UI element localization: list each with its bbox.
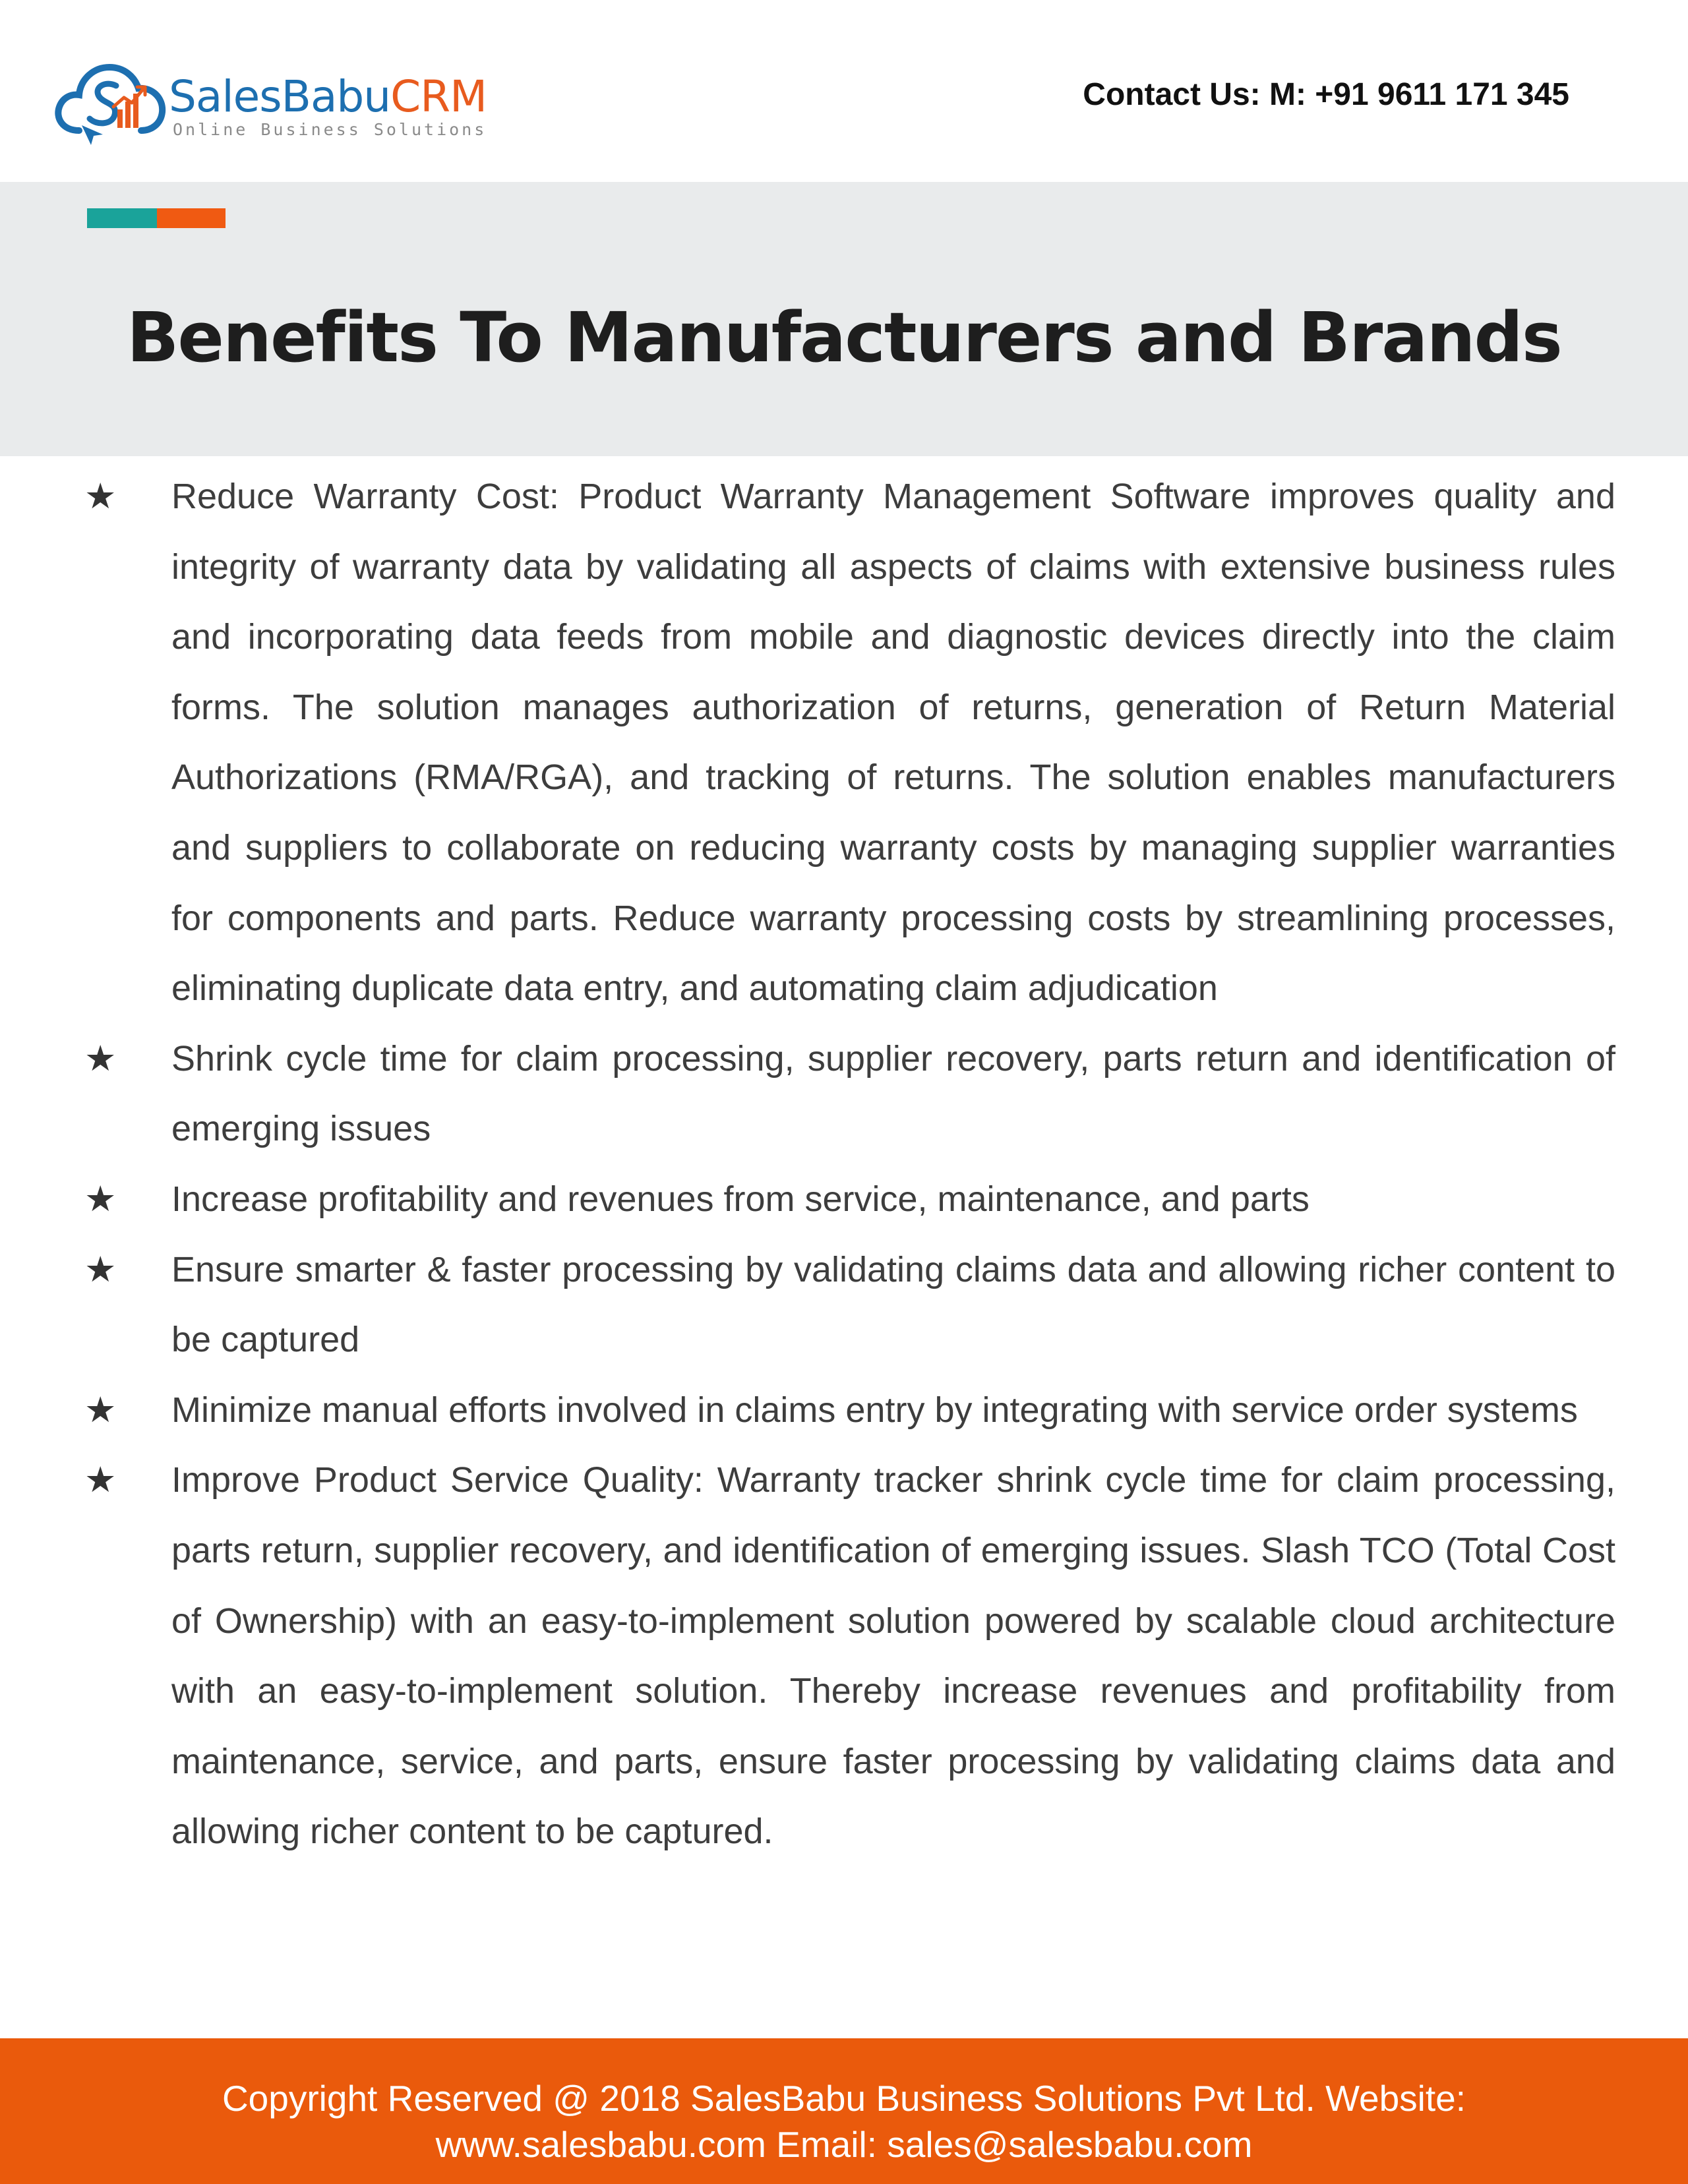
star-icon: ★ bbox=[84, 1248, 117, 1290]
star-icon: ★ bbox=[84, 1177, 117, 1220]
benefit-item-shrink-cycle-time bbox=[0, 1024, 1615, 1164]
contact-phone[interactable]: Contact Us: M: +91 9611 171 345 bbox=[1083, 77, 1569, 112]
benefit-text: Ensure smarter & faster processing by validating claims data and allowing richer content to be captured bbox=[171, 1249, 1615, 1360]
benefit-item-reduce-warranty-cost bbox=[0, 461, 1615, 1024]
star-icon: ★ bbox=[84, 475, 117, 517]
teal-accent-bar bbox=[87, 208, 157, 228]
cloud-chart-logo-icon bbox=[53, 57, 171, 149]
title-band bbox=[0, 182, 1688, 456]
benefit-text: Improve Product Service Quality: Warranty tracker shrink cycle time for claim processing, parts return, supplier recovery, and identification of emerging issues. Slash TCO (Total Cost of Ownership) with an easy-to-implement solution powered by scalable cloud architecture with an easy-to-implement solution. Thereby increase revenues and profitability from maintenance, service, and parts, ensure faster processing by validating claims data and allowing richer content to be captured. bbox=[171, 1460, 1615, 1852]
orange-accent-bar bbox=[157, 208, 226, 228]
footer-line-url-email[interactable]: www.salesbabu.com Email: sales@salesbabu.com bbox=[435, 2124, 1253, 2165]
logo-wordmark-salesbabu: SalesBabu bbox=[169, 71, 391, 122]
star-icon: ★ bbox=[84, 1388, 117, 1431]
logo-wordmark bbox=[169, 71, 487, 122]
footer-copyright bbox=[0, 2075, 1688, 2168]
star-icon: ★ bbox=[84, 1459, 117, 1501]
benefit-item-increase-profitability bbox=[0, 1164, 1615, 1235]
benefit-item-improve-service-quality bbox=[0, 1445, 1615, 1867]
logo-tagline: Online Business Solutions bbox=[173, 120, 487, 139]
benefits-list bbox=[0, 461, 1688, 1867]
logo-wordmark-crm: CRM bbox=[390, 71, 487, 122]
benefit-text: Reduce Warranty Cost: Product Warranty Management Software improves quality and integrity of warranty data by validating all aspects of claims with extensive business rules and incorporating data feeds from mobile and diagnostic devices directly into the claim forms. The solution manages authorization of returns, generation of Return Material Authorizations (RMA/RGA), and tracking of returns. The solution enables manufacturers and suppliers to collaborate on reducing warranty costs by managing supplier warranties for components and parts. Reduce warranty processing costs by streamlining processes, eliminating duplicate data entry, and automating claim adjudication bbox=[171, 477, 1615, 1009]
benefit-text: Increase profitability and revenues from service, maintenance, and parts bbox=[171, 1179, 1310, 1219]
benefit-text: Shrink cycle time for claim processing, supplier recovery, parts return and identification of emerging issues bbox=[171, 1038, 1615, 1149]
benefit-item-ensure-faster-processing bbox=[0, 1235, 1615, 1375]
salesbabu-logo[interactable] bbox=[53, 57, 487, 149]
page-footer bbox=[0, 2038, 1688, 2184]
star-icon: ★ bbox=[84, 1037, 117, 1079]
benefit-text: Minimize manual efforts involved in claims entry by integrating with service order systems bbox=[171, 1390, 1578, 1430]
page-title: Benefits To Manufacturers and Brands bbox=[127, 297, 1561, 378]
benefit-item-minimize-manual-efforts bbox=[0, 1375, 1615, 1446]
page-header bbox=[0, 0, 1688, 182]
footer-line-copyright-website[interactable]: Copyright Reserved @ 2018 SalesBabu Business Solutions Pvt Ltd. Website: bbox=[222, 2078, 1466, 2119]
